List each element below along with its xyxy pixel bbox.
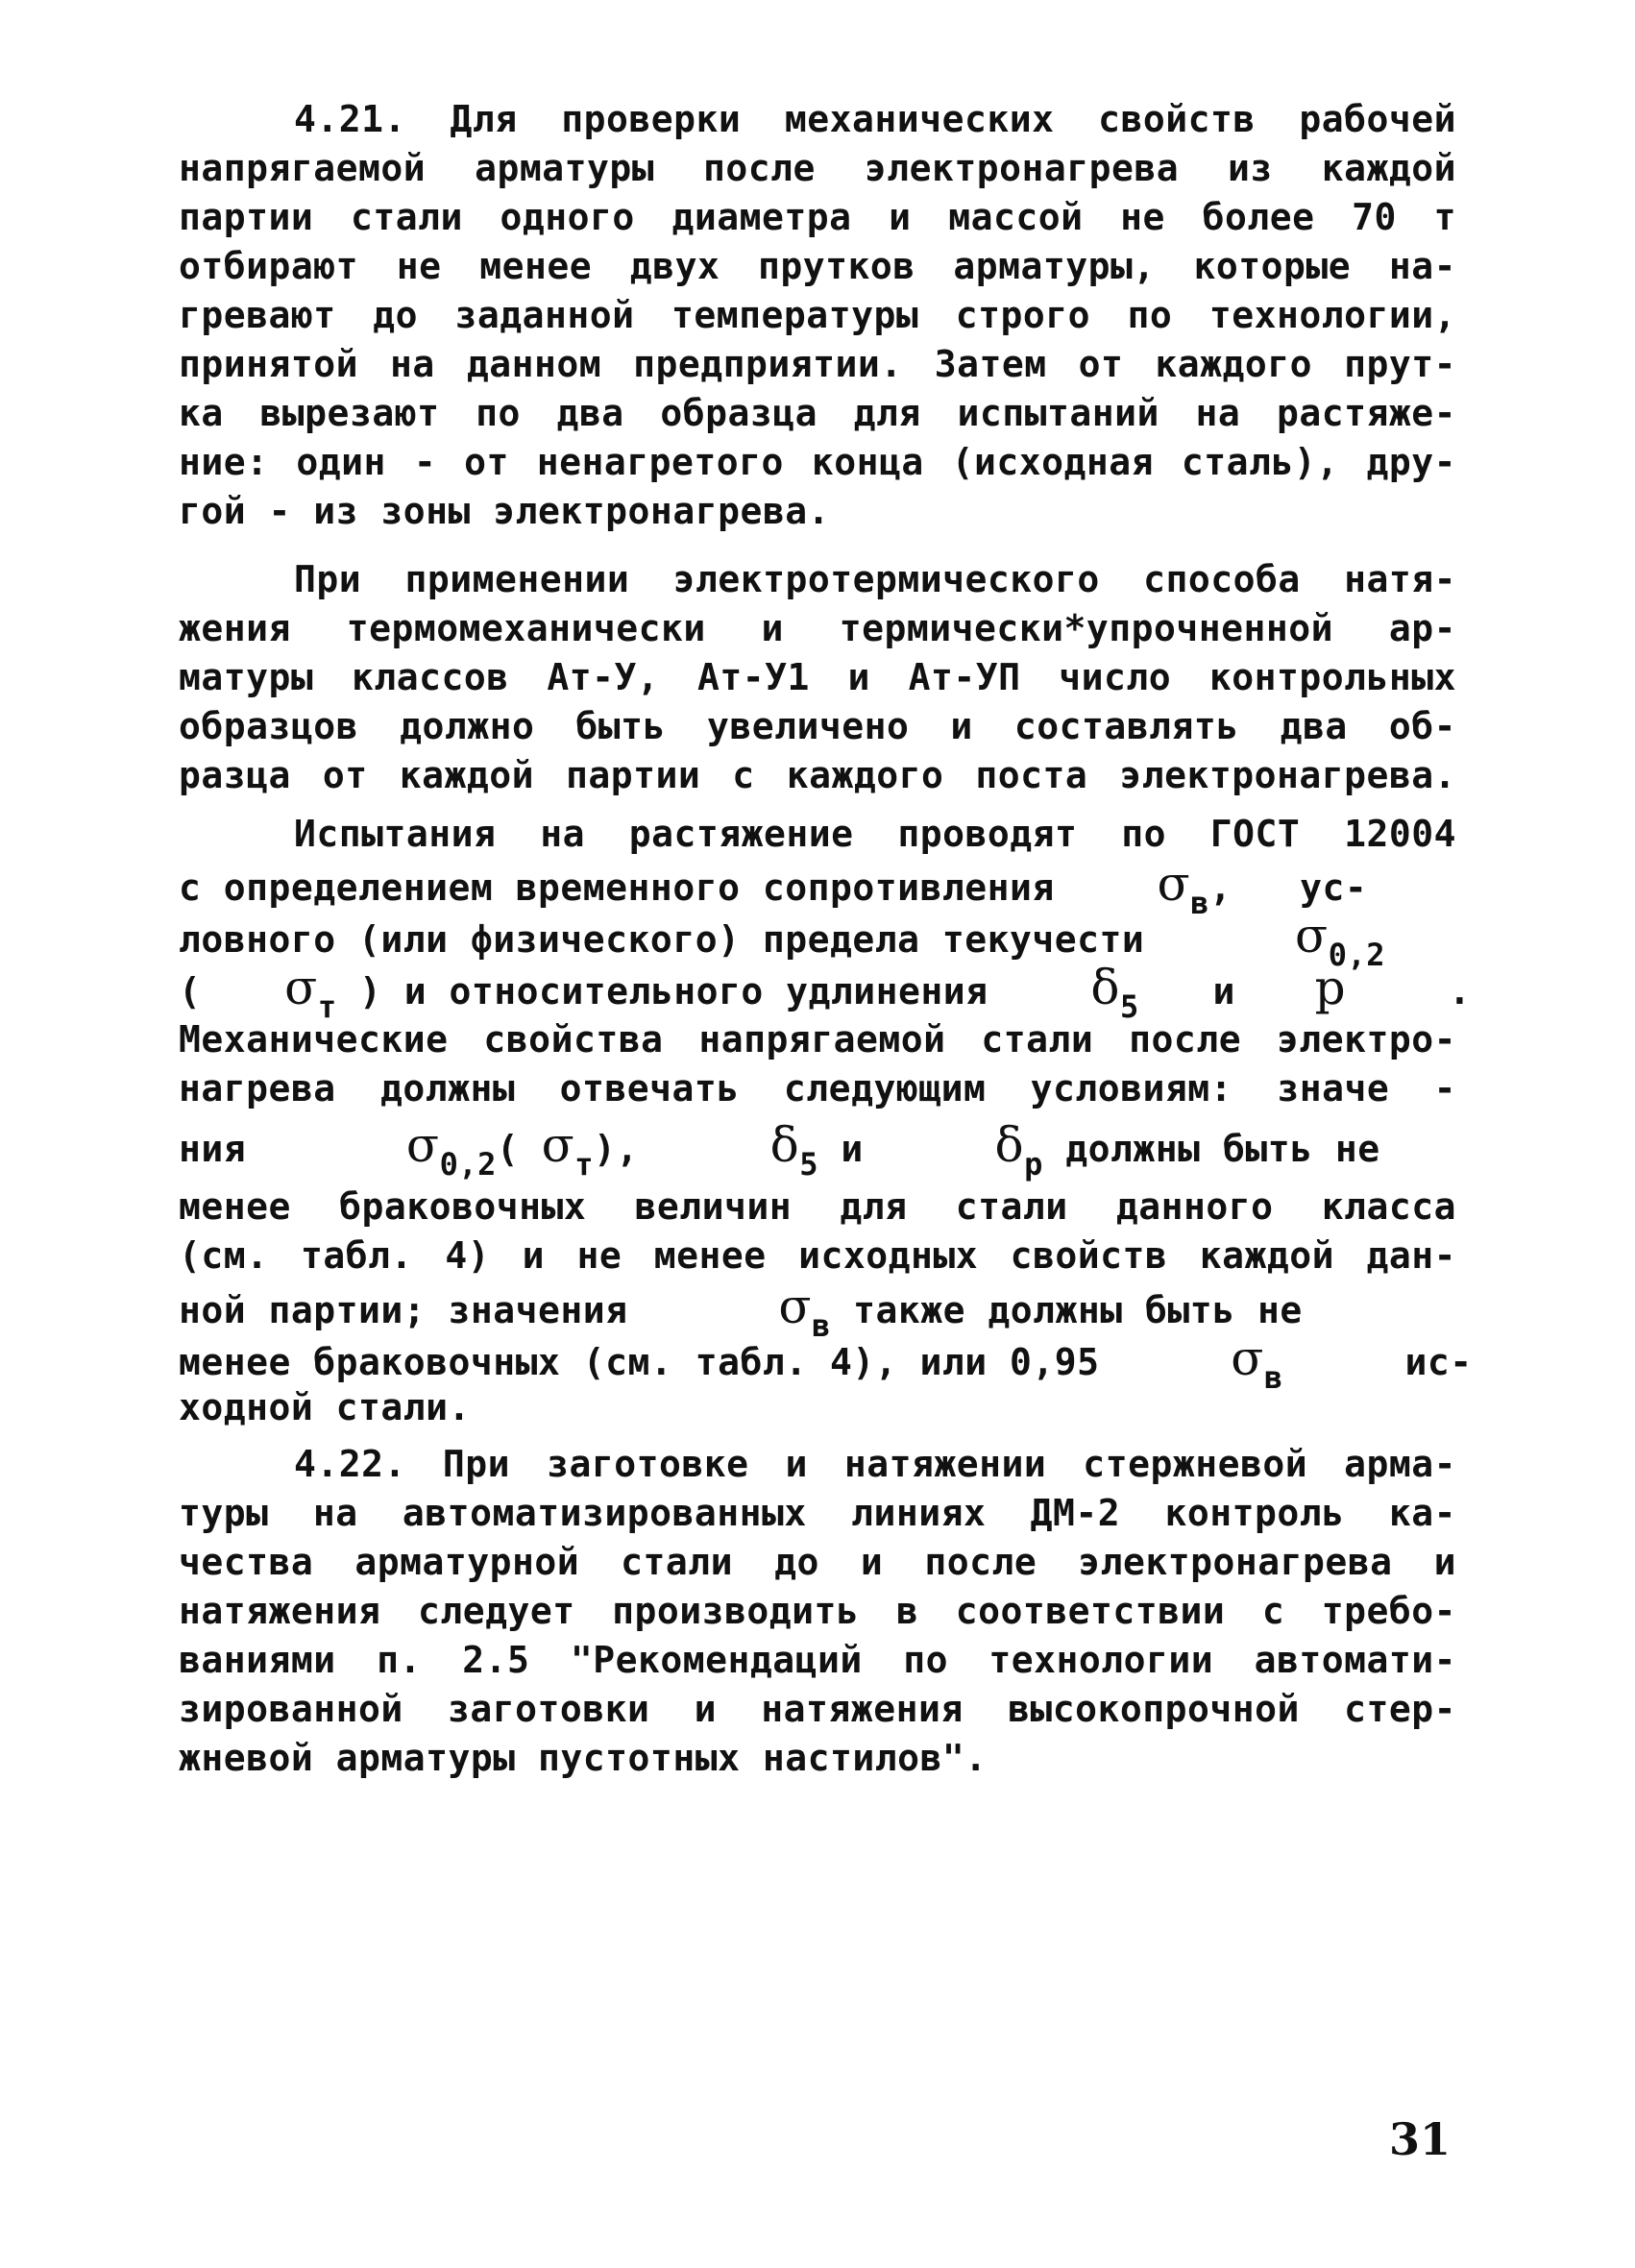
- text-line: 4.22. При заготовке и натяжении стержневой арма-: [294, 1443, 1456, 1485]
- text-line: отбирают не менее двух прутков арматуры, которые на-: [179, 245, 1456, 287]
- delta-symbol: δ: [769, 1117, 800, 1173]
- text-line: ваниями п. 2.5 "Рекомендаций по технологии автомати-: [179, 1639, 1456, 1681]
- sigma-symbol: σ: [284, 960, 318, 1015]
- text-line: При применении электротермического способа натя-: [294, 558, 1456, 600]
- sigma-symbol: σ: [1231, 1330, 1264, 1386]
- text-line: ной партии; значения $\sigma_в$ также должны быть не: [179, 1279, 1303, 1344]
- text-line: ходной стали.: [179, 1386, 471, 1428]
- text-line: партии стали одного диаметра и массой не более 70 т: [179, 196, 1456, 238]
- text-line: ка вырезают по два образца для испытаний на растяже-: [179, 392, 1456, 434]
- sigma-symbol: σ: [1157, 856, 1191, 912]
- text-line: ние: один - от ненагретого конца (исходная сталь), дру-: [179, 441, 1456, 483]
- subscript-0-2: 0,2: [439, 1146, 497, 1183]
- delta-symbol: δ: [1090, 960, 1120, 1015]
- text-line: туры на автоматизированных линиях ДМ-2 контроль ка-: [179, 1492, 1456, 1534]
- sigma-symbol: σ: [778, 1279, 812, 1334]
- text-line: ( $\sigma_т$ ) и относительного удлинения $\delta_5$ и р .: [179, 960, 1472, 1025]
- text-line: зированной заготовки и натяжения высокопрочной стер-: [179, 1688, 1456, 1730]
- sigma-symbol: σ: [405, 1117, 440, 1173]
- text-line: нагрева должны отвечать следующим условиям: значе -: [179, 1067, 1456, 1110]
- subscript-p: р: [1024, 1146, 1043, 1183]
- p-symbol: р: [1314, 960, 1347, 1015]
- text-line: чества арматурной стали до и после электронагрева и: [179, 1541, 1456, 1583]
- subscript-t: т: [317, 988, 337, 1025]
- subscript-5: 5: [799, 1146, 818, 1183]
- text-line: гревают до заданной температуры строго по технологии,: [179, 294, 1456, 336]
- subscript-b: в: [1190, 885, 1209, 921]
- subscript-0-2: 0,2: [1328, 937, 1385, 973]
- text-line: жневой арматуры пустотных настилов".: [179, 1737, 988, 1779]
- text-line: Испытания на растяжение проводят по ГОСТ 12004: [294, 813, 1456, 855]
- text-line: менее браковочных величин для стали данного класса: [179, 1185, 1456, 1228]
- sigma-symbol: σ: [1295, 908, 1329, 963]
- text-line: гой - из зоны электронагрева.: [179, 490, 830, 532]
- text-line: образцов должно быть увеличено и составлять два об-: [179, 705, 1456, 747]
- text-line: натяжения следует производить в соответствии с требо-: [179, 1590, 1456, 1632]
- sigma-symbol: σ: [541, 1117, 575, 1173]
- text-line: 4.21. Для проверки механических свойств рабочей: [294, 98, 1456, 140]
- text-line: ния $\sigma_{0,2}$( $\sigma_т$), $\delta_5$ и $\delta_р$ должны быть не: [179, 1117, 1380, 1183]
- text-line: ловного (или физического) предела текучести $\sigma_{0,2}$: [179, 908, 1385, 973]
- text-line: Механические свойства напрягаемой стали после электро-: [179, 1018, 1456, 1061]
- text-line: разца от каждой партии с каждого поста электронагрева.: [179, 754, 1456, 796]
- text-line: менее браковочных (см. табл. 4), или 0,95 $\sigma_в$ ис-: [179, 1330, 1473, 1396]
- subscript-5: 5: [1119, 988, 1139, 1025]
- text-line: (см. табл. 4) и не менее исходных свойств каждой дан-: [179, 1234, 1456, 1277]
- subscript-t: т: [574, 1146, 595, 1183]
- text-line: с определением временного сопротивления $\sigma_в$, ус-: [179, 856, 1368, 921]
- text-line: жения термомеханически и термически*упрочненной ар-: [179, 607, 1456, 649]
- subscript-b: в: [811, 1307, 831, 1344]
- text-line: напрягаемой арматуры после электронагрева из каждой: [179, 147, 1456, 189]
- page-number: 31: [1389, 2113, 1452, 2165]
- delta-symbol: δ: [994, 1117, 1025, 1173]
- text-line: матуры классов Ат-У, Ат-У1 и Ат-УП число контрольных: [179, 656, 1456, 698]
- text-line: принятой на данном предприятии. Затем от каждого прут-: [179, 343, 1456, 385]
- subscript-b: в: [1263, 1359, 1283, 1396]
